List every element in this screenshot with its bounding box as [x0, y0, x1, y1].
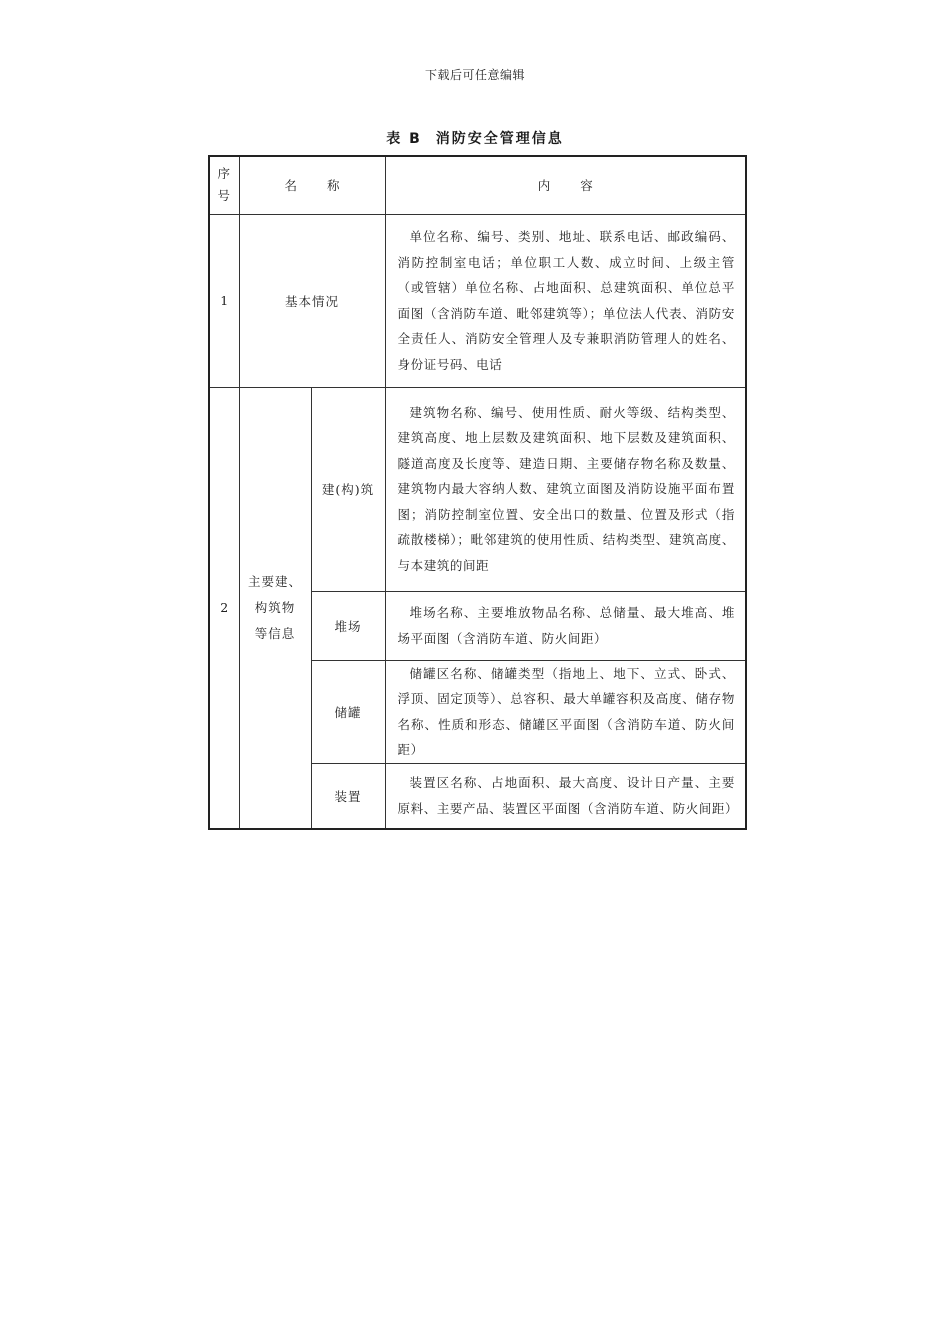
fire-safety-info-table — [208, 155, 747, 830]
sub-row-content: 装置区名称、占地面积、最大高度、设计日产量、主要原料、主要产品、装置区平面图（含消防车道、防火间距） — [385, 763, 746, 829]
page-header-note: 下载后可任意编辑 — [424, 68, 525, 82]
table-row — [209, 387, 746, 591]
sub-row-name: 储罐 — [311, 660, 385, 763]
row-name: 基本情况 — [239, 214, 385, 387]
table-title — [0, 128, 950, 148]
sub-row-name: 堆场 — [311, 591, 385, 660]
table-title-code: 表 B — [386, 131, 422, 147]
header-seq — [209, 156, 239, 214]
header-content: 内容 — [385, 156, 746, 214]
row-name-line1: 主要建、 — [247, 573, 302, 589]
row-content: 单位名称、编号、类别、地址、联系电话、邮政编码、消防控制室电话；单位职工人数、成立时间、上级主管（或管辖）单位名称、占地面积、总建筑面积、单位总平面图（含消防车道、毗邻建筑等）；单位法人代表、消防安全责任人、消防安全管理人及专兼职消防管理人的姓名、身份证号码、电话 — [385, 214, 746, 387]
header-name: 名称 — [239, 156, 385, 214]
row-name-line2: 构筑物 — [254, 599, 296, 615]
row-name-line3: 等信息 — [254, 625, 296, 641]
header-row — [209, 156, 746, 214]
sub-row-name: 装置 — [311, 763, 385, 829]
sub-row-name: 建(构)筑 — [311, 387, 385, 591]
sub-row-content: 储罐区名称、储罐类型（指地上、地下、立式、卧式、浮顶、固定顶等）、总容积、最大单罐容积及高度、储存物名称、性质和形态、储罐区平面图（含消防车道、防火间距） — [385, 660, 746, 763]
header-seq-line2: 号 — [217, 188, 231, 204]
row-seq: 2 — [209, 387, 239, 829]
table-title-text: 消防安全管理信息 — [435, 131, 564, 147]
sub-row-content: 建筑物名称、编号、使用性质、耐火等级、结构类型、建筑高度、地上层数及建筑面积、地下层数及建筑面积、隧道高度及长度等、建造日期、主要储存物名称及数量、建筑物内最大容纳人数、建筑立面图及消防设施平面布置图；消防控制室位置、安全出口的数量、位置及形式（指疏散楼梯）；毗邻建筑的使用性质、结构类型、建筑高度、与本建筑的间距 — [385, 387, 746, 591]
row-seq: 1 — [209, 214, 239, 387]
header-seq-line1: 序 — [217, 166, 231, 182]
sub-row-content: 堆场名称、主要堆放物品名称、总储量、最大堆高、堆场平面图（含消防车道、防火间距） — [385, 591, 746, 660]
table-row — [209, 214, 746, 387]
row-name-group — [239, 387, 311, 829]
